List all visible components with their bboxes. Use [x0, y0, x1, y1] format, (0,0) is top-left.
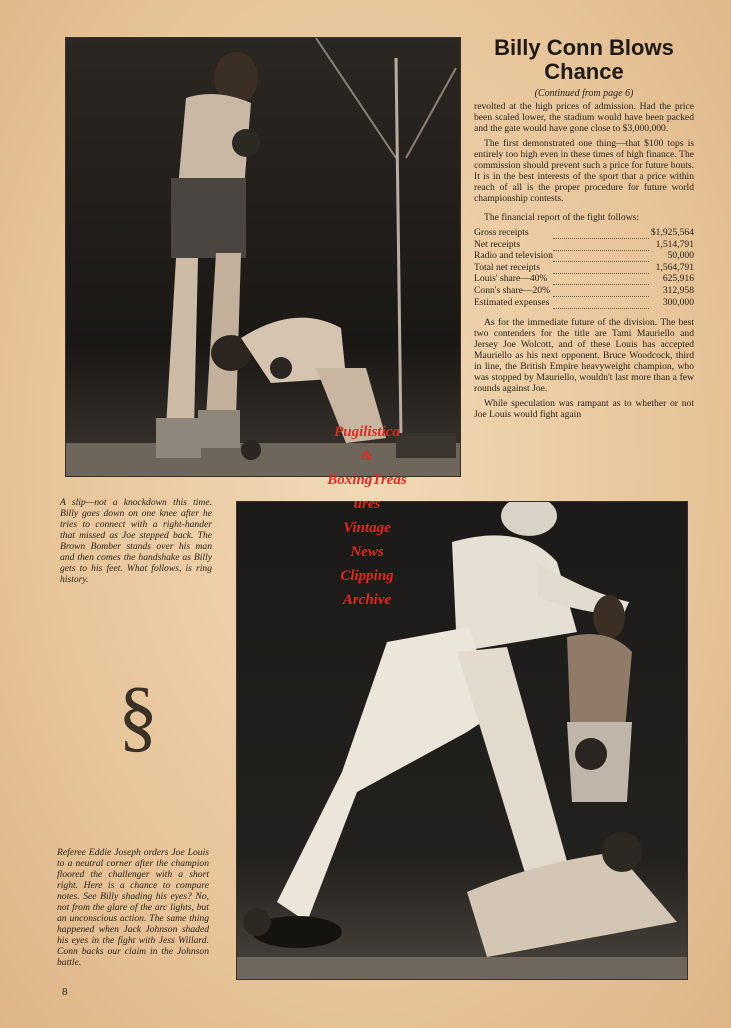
financial-label: Estimated expenses — [474, 296, 550, 308]
photo-referee-neutral-corner — [236, 501, 688, 980]
photo-conn-slip-image — [66, 38, 460, 476]
page-number: 8 — [62, 986, 68, 998]
table-row — [474, 285, 694, 297]
financial-label: Conn's share—20% — [474, 284, 551, 296]
continued-line: (Continued from page 6) — [534, 88, 634, 99]
financial-value: 1,564,791 — [655, 261, 694, 273]
financial-label: Radio and television — [474, 250, 553, 262]
watermark-line: Vintage — [343, 520, 391, 536]
watermark-line: ures — [353, 496, 381, 512]
financial-label: Louis' share—40% — [474, 273, 548, 285]
table-row — [474, 273, 694, 285]
watermark-line: & — [361, 448, 373, 464]
article-title: Billy Conn Blows Chance — [494, 35, 674, 84]
financial-label: Net receipts — [474, 238, 521, 250]
caption-top-photo: A slip—not a knockdown this time. Billy goes down on one knee after he tries to connect with a right-hander that missed as Joe stepped back. The Brown Bomber stands over his man and then comes the handshake as Billy gets to his feet. What follows, is ring history. — [60, 497, 212, 585]
watermark-line: BoxingTreas — [327, 472, 407, 488]
article-body — [474, 101, 694, 420]
financial-value: 300,000 — [662, 296, 694, 308]
paragraph-1: revolted at the high prices of admission. Had the price been scaled lower, the stadium would have been packed and the gate would have gone close to $3,000,000. — [474, 101, 694, 134]
paragraph-4: As for the immediate future of the division. The best two contenders for the title are Tami Mauriello and Jersey Joe Wolcott, and of these Louis has accepted Mauriello as his next opponent. Bruce Woodcock, third in line, the British Empire heavyweight champion, who was stopped by Mauriello, wouldn't last more than a few rounds against Joe. — [474, 316, 694, 394]
financial-label: Total net receipts — [474, 261, 540, 273]
financial-value: 625,916 — [662, 273, 694, 285]
financial-value: 50,000 — [667, 250, 694, 262]
table-row — [474, 297, 694, 309]
financial-report-table — [474, 227, 694, 309]
table-row — [474, 250, 694, 262]
paragraph-5: While speculation was rampant as to whether or not Joe Louis would fight again — [474, 397, 694, 420]
watermark-line: Pugilistica — [334, 424, 400, 440]
watermark-line: Clipping — [340, 568, 394, 584]
paragraph-2: The first demonstrated one thing—that $100 tops is entirely too high even in these times of high finance. The commission should prevent such a price for future bouts. It is in the best interests of the sport that a price within reach of all is the proper procedure for future world championship contests. — [474, 138, 694, 204]
table-row — [474, 239, 694, 251]
financial-value: 1,514,791 — [655, 238, 694, 250]
financial-label: Gross receipts — [474, 227, 529, 238]
watermark-line: News — [350, 544, 384, 560]
financial-value: $1,925,564 — [650, 227, 694, 238]
photo-referee-neutral-corner-image — [237, 502, 687, 979]
article-column — [474, 36, 694, 424]
table-row — [474, 262, 694, 274]
financial-value: 312,958 — [662, 284, 694, 296]
caption-bottom-photo: Referee Eddie Joseph orders Joe Louis to a neutral corner after the champion floored the challenger with a short right. Here is a chance to compare notes. See Billy shading his eyes? No, not from the glare of the arc lights, but an unconscious action. The same thing happened when Jack Johnson shaded his eyes in the fight with Jess Willard. Conn backs our claim in the Johnson battle. — [57, 847, 209, 968]
table-row — [474, 227, 694, 239]
watermark-line: Archive — [342, 592, 392, 608]
archive-watermark — [312, 420, 422, 612]
paragraph-3: The financial report of the fight follows: — [484, 212, 640, 223]
photo-conn-slip — [65, 37, 461, 477]
section-ornament: § — [118, 672, 158, 760]
